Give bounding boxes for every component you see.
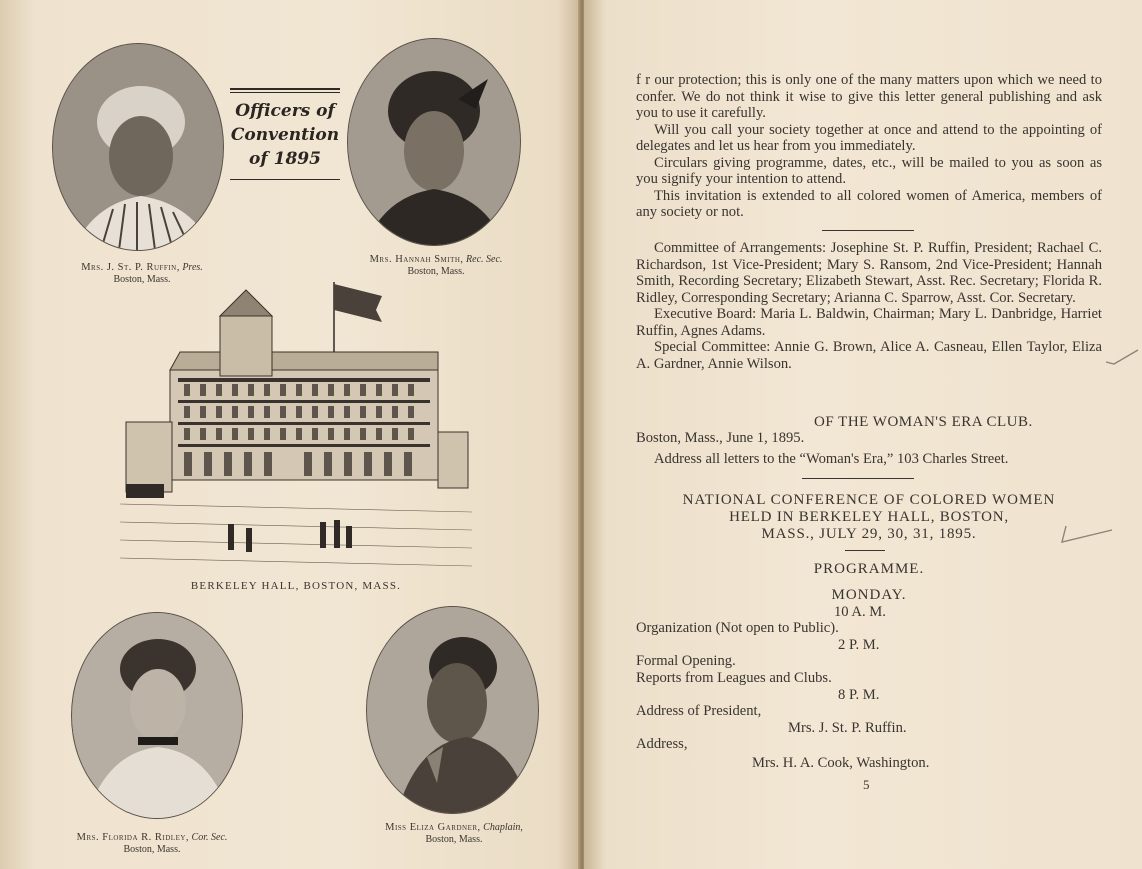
title-rule-top	[230, 88, 340, 93]
caption-ruffin-name: Mrs. J. St. P. Ruffin,	[81, 262, 180, 273]
club-line: OF THE WOMAN'S ERA CLUB.	[814, 414, 1033, 430]
pencil-check-mark-1	[1104, 346, 1140, 366]
divider-3	[845, 550, 885, 551]
caption-ridley-name: Mrs. Florida R. Ridley,	[76, 832, 190, 843]
address-line: Address all letters to the “Woman's Era,” 103 Charles Street.	[654, 451, 1009, 467]
berkeley-hall-illustration	[120, 282, 472, 576]
caption-smith-role: Rec. Sec.	[466, 254, 503, 265]
schedule-reports: Reports from Leagues and Clubs.	[636, 670, 832, 686]
caption-gardner	[356, 822, 552, 846]
officers-title-line-2: Convention	[230, 125, 340, 145]
title-rule-bottom	[230, 179, 340, 180]
portrait-ruffin	[52, 43, 224, 251]
day-heading: MONDAY.	[831, 587, 907, 603]
caption-ruffin-role: Pres.	[182, 262, 203, 273]
hall-caption: BERKELEY HALL, BOSTON, MASS.	[190, 580, 402, 592]
caption-ridley-role: Cor. Sec.	[191, 832, 228, 843]
officers-title-line-1: Officers of	[235, 101, 335, 121]
caption-gardner-place: Boston, Mass.	[425, 834, 483, 845]
caption-smith	[346, 254, 526, 278]
date-line: Boston, Mass., June 1, 1895.	[636, 430, 805, 446]
caption-smith-name: Mrs. Hannah Smith,	[369, 254, 464, 265]
portrait-ridley	[71, 612, 243, 819]
portrait-gardner-image	[367, 607, 538, 813]
programme-heading: PROGRAMME.	[813, 561, 925, 577]
caption-ridley	[62, 832, 242, 856]
caption-ruffin-place: Boston, Mass.	[113, 274, 171, 285]
caption-gardner-role: Chaplain,	[483, 822, 523, 833]
special-committee: Special Committee: Annie G. Brown, Alice A. Casneau, Ellen Taylor, Eliza A. Gardner, Annie Wilson.	[636, 339, 1102, 372]
committee-block	[636, 240, 1102, 372]
portrait-ruffin-image	[53, 44, 223, 250]
divider-2	[802, 478, 914, 479]
divider-1	[822, 230, 914, 231]
portrait-gardner	[366, 606, 539, 814]
schedule-time-8pm: 8 P. M.	[838, 687, 880, 703]
schedule-address: Address,	[636, 736, 688, 752]
page-number: 5	[863, 777, 870, 792]
schedule-address-president: Address of President,	[636, 703, 762, 719]
officers-title-block	[230, 88, 340, 180]
conference-title-3: MASS., JULY 29, 30, 31, 1895.	[761, 526, 977, 542]
caption-ridley-place: Boston, Mass.	[123, 844, 181, 855]
pencil-check-mark-2	[1058, 522, 1114, 546]
intro-paragraph-3: Circulars giving programme, dates, etc., will be mailed to you as soon as you signify your intention to attend.	[636, 154, 1102, 187]
committee-arrangements: Committee of Arrangements: Josephine St. P. Ruffin, President; Rachael C. Richardson, 1st Vice-President; Mary S. Ransom, 2nd Vice-President; Hannah Smith, Recording Secretary; Elizabeth Stewart, Asst. Rec. Secretary; Florida R. Ridley, Corresponding Secretary; Arianna C. Sparrow, Asst. Cor. Secretary.	[636, 240, 1102, 306]
intro-paragraph-2: Will you call your society together at once and attend to the appointing of delegates and let us hear from you immediately.	[636, 121, 1102, 154]
conference-title-1: NATIONAL CONFERENCE OF COLORED WOMEN	[682, 492, 1056, 508]
intro-paragraph-4: This invitation is extended to all colored women of America, members of any society or not.	[636, 187, 1102, 220]
schedule-speaker-cook: Mrs. H. A. Cook, Washington.	[752, 755, 930, 771]
intro-paragraph-1: f r our protection; this is only one of the many matters upon which we need to confer. We do not think it wise to give this letter general publishing and ask you to use it carefully.	[636, 72, 1102, 121]
schedule-organization: Organization (Not open to Public).	[636, 620, 839, 636]
caption-smith-place: Boston, Mass.	[407, 266, 465, 277]
portrait-smith-image	[348, 39, 520, 245]
caption-gardner-name: Miss Eliza Gardner,	[385, 822, 481, 833]
schedule-time-10am: 10 A. M.	[834, 604, 886, 620]
schedule-formal-opening: Formal Opening.	[636, 653, 736, 669]
schedule-speaker-ruffin: Mrs. J. St. P. Ruffin.	[788, 720, 907, 736]
conference-title-2: HELD IN BERKELEY HALL, BOSTON,	[729, 509, 1009, 525]
portrait-ridley-image	[72, 613, 242, 818]
officers-title-line-3: of 1895	[249, 149, 321, 169]
portrait-smith	[347, 38, 521, 246]
schedule-time-2pm: 2 P. M.	[838, 637, 880, 653]
executive-board: Executive Board: Maria L. Baldwin, Chairman; Mary L. Danbridge, Harriet Ruffin, Agnes Adams.	[636, 306, 1102, 339]
intro-block	[636, 72, 1102, 221]
